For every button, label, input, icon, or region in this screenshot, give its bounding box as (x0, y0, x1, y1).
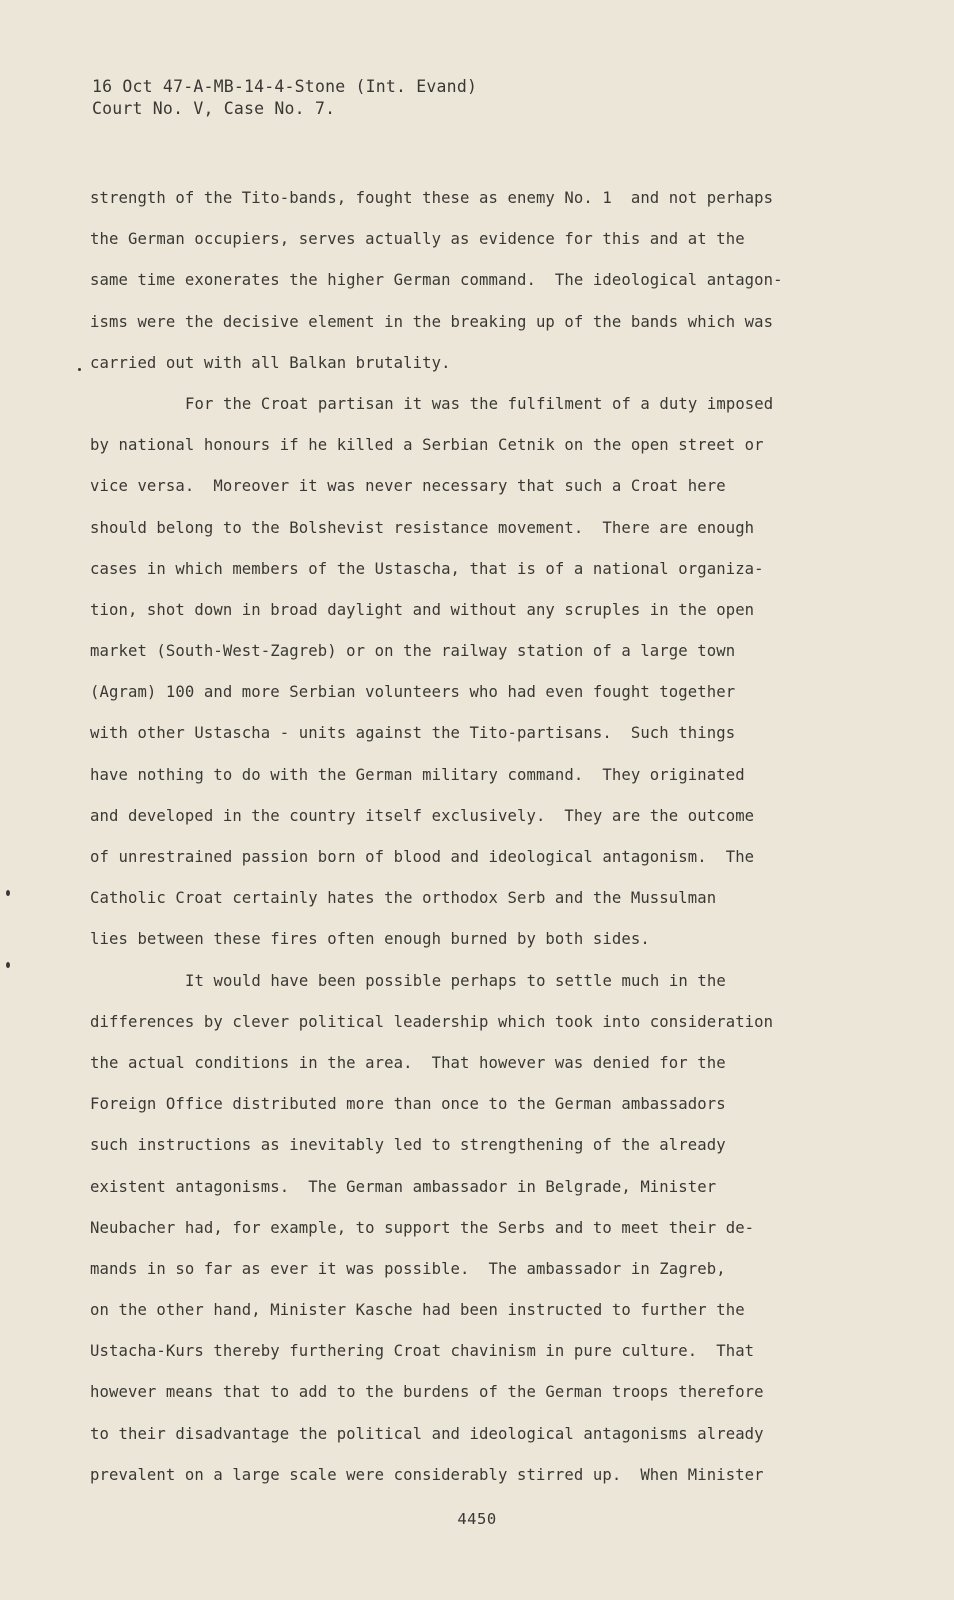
text-line: market (South-West-Zagreb) or on the railway station of a large town (90, 642, 736, 661)
text-line: isms were the decisive element in the breaking up of the bands which was (90, 312, 774, 331)
text-line: should belong to the Bolshevist resistance movement. There are enough (90, 518, 755, 537)
text-line: carried out with all Balkan brutality. (90, 353, 451, 372)
text-line: differences by clever political leadership which took into consideration (90, 1012, 774, 1031)
margin-mark (78, 368, 81, 371)
text-line: mands in so far as ever it was possible. The ambassador in Zagreb, (90, 1259, 726, 1278)
text-line: tion, shot down in broad daylight and without any scruples in the open (90, 600, 755, 619)
margin-mark (6, 962, 10, 968)
margin-mark (6, 890, 10, 896)
text-line: the actual conditions in the area. That however was denied for the (90, 1053, 726, 1072)
text-line: Foreign Office distributed more than once to the German ambassadors (90, 1095, 726, 1114)
document-header (92, 76, 477, 120)
text-line: with other Ustascha - units against the Tito-partisans. Such things (90, 724, 736, 743)
text-line: of unrestrained passion born of blood and ideological antagonism. The (90, 848, 755, 866)
text-line: lies between these fires often enough burned by both sides. (90, 930, 650, 949)
text-line: Catholic Croat certainly hates the orthodox Serb and the Mussulman (90, 889, 717, 908)
header-reference: 16 Oct 47-A-MB-14-4-Stone (Int. Evand) (92, 77, 478, 96)
text-line: have nothing to do with the German military command. They originated (90, 765, 745, 784)
header-court-case: Court No. V, Case No. 7. (92, 99, 336, 118)
body-text (90, 178, 850, 1496)
paragraph-start-line: It would have been possible perhaps to settle much in the (185, 971, 726, 990)
page-number: 4450 (457, 1510, 497, 1528)
text-line: however means that to add to the burdens of the German troops therefore (90, 1383, 764, 1402)
text-line: cases in which members of the Ustascha, that is of a national organiza- (90, 559, 764, 578)
text-line: Ustacha-Kurs thereby furthering Croat chavinism in pure culture. That (90, 1342, 755, 1361)
text-line: the German occupiers, serves actually as evidence for this and at the (90, 230, 745, 249)
text-line: existent antagonisms. The German ambassador in Belgrade, Minister (90, 1177, 717, 1196)
text-line: vice versa. Moreover it was never necessary that such a Croat here (90, 477, 726, 496)
text-line: and developed in the country itself exclusively. They are the outcome (90, 806, 755, 825)
text-line: such instructions as inevitably led to strengthening of the already (90, 1136, 726, 1155)
text-line: prevalent on a large scale were considerably stirred up. When Minister (90, 1465, 764, 1484)
text-line: Neubacher had, for example, to support the Serbs and to meet their de- (90, 1218, 755, 1237)
text-line: by national honours if he killed a Serbian Cetnik on the open street or (90, 436, 764, 455)
text-line: (Agram) 100 and more Serbian volunteers who had even fought together (90, 683, 736, 702)
text-line: strength of the Tito-bands, fought these as enemy No. 1 and not perhaps (90, 189, 774, 207)
text-line: to their disadvantage the political and ideological antagonisms already (90, 1424, 764, 1443)
paragraph-start-line: For the Croat partisan it was the fulfilment of a duty imposed (185, 394, 774, 413)
text-line: same time exonerates the higher German command. The ideological antagon- (90, 271, 783, 290)
text-line: on the other hand, Minister Kasche had been instructed to further the (90, 1301, 745, 1320)
